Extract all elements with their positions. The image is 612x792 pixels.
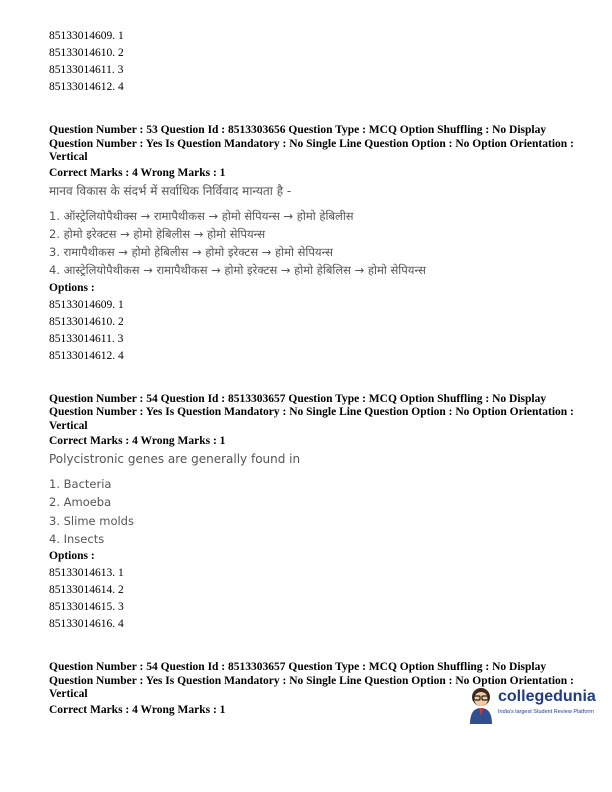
question-53-block	[49, 124, 579, 365]
question-header: Question Number : 53 Question Id : 8513303656 Question Type : MCQ Option Shuffling : No Display Question Number : Yes Is Question Mandatory : No Single Line Question Option : No Option Orientation : Vertical	[49, 124, 574, 163]
marks-line: Correct Marks : 4 Wrong Marks : 1	[49, 703, 226, 716]
choice-item: 4. आस्ट्रेलियोपैथीकस → रामापैथीकस → होमो इरेक्टस → होमो हेबिलिस → होमो सेपियन्स	[49, 263, 426, 278]
option-line: 85133014610. 2	[49, 47, 124, 59]
option-line: 85133014612. 4	[49, 349, 124, 362]
choice-item: 1. ऑस्ट्रेलियोपैथीक्स → रामापैथीकस → होमो सेपियन्स → होमो हेबिलीस	[49, 208, 354, 223]
collegedunia-logo	[466, 686, 594, 726]
option-line: 85133014615. 3	[49, 601, 124, 614]
options-label: Options :	[49, 281, 95, 294]
question-text: Polycistronic genes are generally found in	[49, 452, 301, 467]
option-line: 85133014614. 2	[49, 584, 124, 597]
option-line: 85133014609. 1	[49, 30, 124, 42]
option-line: 85133014613. 1	[49, 567, 124, 580]
option-line: 85133014610. 2	[49, 315, 124, 328]
choice-item: 4. Insects	[49, 532, 105, 547]
top-options-list	[49, 28, 579, 96]
choice-item: 2. होमो इरेक्टस → होमो हेबिलीस → होमो सेपियन्स	[49, 226, 266, 241]
options-label: Options :	[49, 550, 95, 563]
choice-list	[49, 475, 579, 548]
option-line: 85133014612. 4	[49, 81, 124, 93]
question-header: Question Number : 54 Question Id : 8513303657 Question Type : MCQ Option Shuffling : No Display Question Number : Yes Is Question Mandatory : No Single Line Question Option : No Option Orientation : Vertical	[49, 392, 574, 432]
choice-item: 2. Amoeba	[49, 495, 112, 510]
option-line: 85133014611. 3	[49, 64, 124, 76]
option-line: 85133014611. 3	[49, 332, 124, 345]
question-header: Question Number : 54 Question Id : 8513303657 Question Type : MCQ Option Shuffling : No Display Question Number : Yes Is Question Mandatory : No Single Line Question Option : No Option Orientation : Vertical	[49, 661, 574, 701]
logo-wordmark: collegedunia	[498, 688, 596, 705]
document-page	[49, 28, 579, 719]
question-54-block	[49, 393, 579, 634]
option-line: 85133014616. 4	[49, 618, 124, 631]
choice-list	[49, 207, 579, 280]
choice-item: 1. Bacteria	[49, 477, 112, 492]
marks-line: Correct Marks : 4 Wrong Marks : 1	[49, 166, 226, 179]
choice-item: 3. Slime molds	[49, 513, 134, 528]
logo-tagline: India's largest Student Review Platform	[498, 709, 594, 715]
mascot-icon	[466, 686, 496, 724]
choice-item: 3. रामापैथीकस → होमो हेबिलीस → होमो इरेक्टस → होमो सेपियन्स	[49, 245, 334, 260]
question-text: मानव विकास के संदर्भ में सर्वाधिक निर्विवाद मान्यता है -	[49, 183, 292, 198]
marks-line: Correct Marks : 4 Wrong Marks : 1	[49, 435, 226, 448]
option-line: 85133014609. 1	[49, 298, 124, 311]
